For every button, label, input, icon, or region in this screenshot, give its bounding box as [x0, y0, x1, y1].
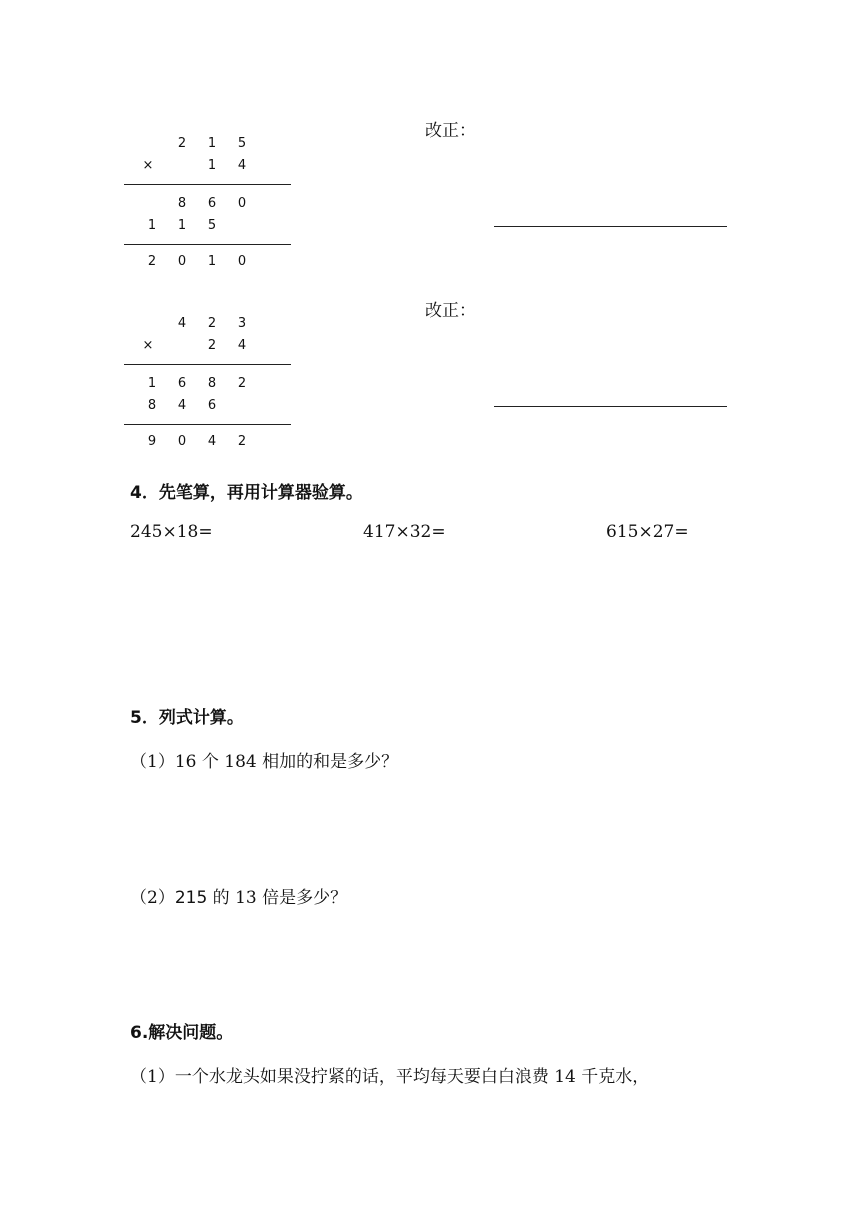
digit: 4: [237, 338, 247, 353]
multiply-sign: ×: [142, 158, 154, 173]
digit: 1: [177, 218, 187, 233]
digit: 1: [207, 136, 217, 151]
calculation-rule: [124, 424, 291, 425]
section-4-heading: 4．先笔算，再用计算器验算。: [130, 483, 363, 503]
question-2: [130, 883, 347, 908]
digit: 4: [237, 158, 247, 173]
question-2-number: 215: [174, 888, 208, 908]
calculation-rule: [124, 364, 291, 365]
digit: 1: [147, 218, 157, 233]
digit: 1: [147, 376, 157, 391]
digit: 0: [177, 254, 187, 269]
digit: 6: [177, 376, 187, 391]
multiply-sign: ×: [142, 338, 154, 353]
digit: 1: [207, 158, 217, 173]
digit: 1: [207, 254, 217, 269]
correction-label: 改正：: [425, 121, 476, 141]
answer-line[interactable]: [494, 406, 727, 407]
calc-item: 615×27=: [606, 522, 689, 542]
calc-item: 417×32=: [363, 522, 446, 542]
question-2-text: 的 13 倍是多少？: [207, 888, 348, 908]
digit: 2: [207, 338, 217, 353]
digit: 8: [147, 398, 157, 413]
digit: 0: [177, 434, 187, 449]
correction-label: 改正：: [425, 301, 476, 321]
digit: 9: [147, 434, 157, 449]
answer-line[interactable]: [494, 226, 727, 227]
digit: 0: [237, 254, 247, 269]
digit: 6: [207, 196, 217, 211]
digit: 8: [177, 196, 187, 211]
section-5-heading: 5．列式计算。: [130, 708, 244, 728]
digit: 4: [177, 398, 187, 413]
digit: 4: [177, 316, 187, 331]
digit: 2: [147, 254, 157, 269]
calculation-rule: [124, 244, 291, 245]
digit: 8: [207, 376, 217, 391]
question-2-prefix: （2）: [130, 888, 175, 908]
digit: 6: [207, 398, 217, 413]
digit: 3: [237, 316, 247, 331]
digit: 4: [207, 434, 217, 449]
calculation-rule: [124, 184, 291, 185]
digit: 2: [237, 434, 247, 449]
digit: 5: [207, 218, 217, 233]
digit: 0: [237, 196, 247, 211]
word-problem-1: （1）一个水龙头如果没拧紧的话，平均每天要白白浪费 14 千克水，: [130, 1067, 650, 1087]
calc-item: 245×18=: [130, 522, 213, 542]
digit: 2: [207, 316, 217, 331]
section-6-heading: 6.解决问题。: [130, 1023, 234, 1043]
question-1: （1）16 个 184 相加的和是多少？: [130, 752, 399, 772]
digit: 2: [177, 136, 187, 151]
digit: 2: [237, 376, 247, 391]
digit: 5: [237, 136, 247, 151]
